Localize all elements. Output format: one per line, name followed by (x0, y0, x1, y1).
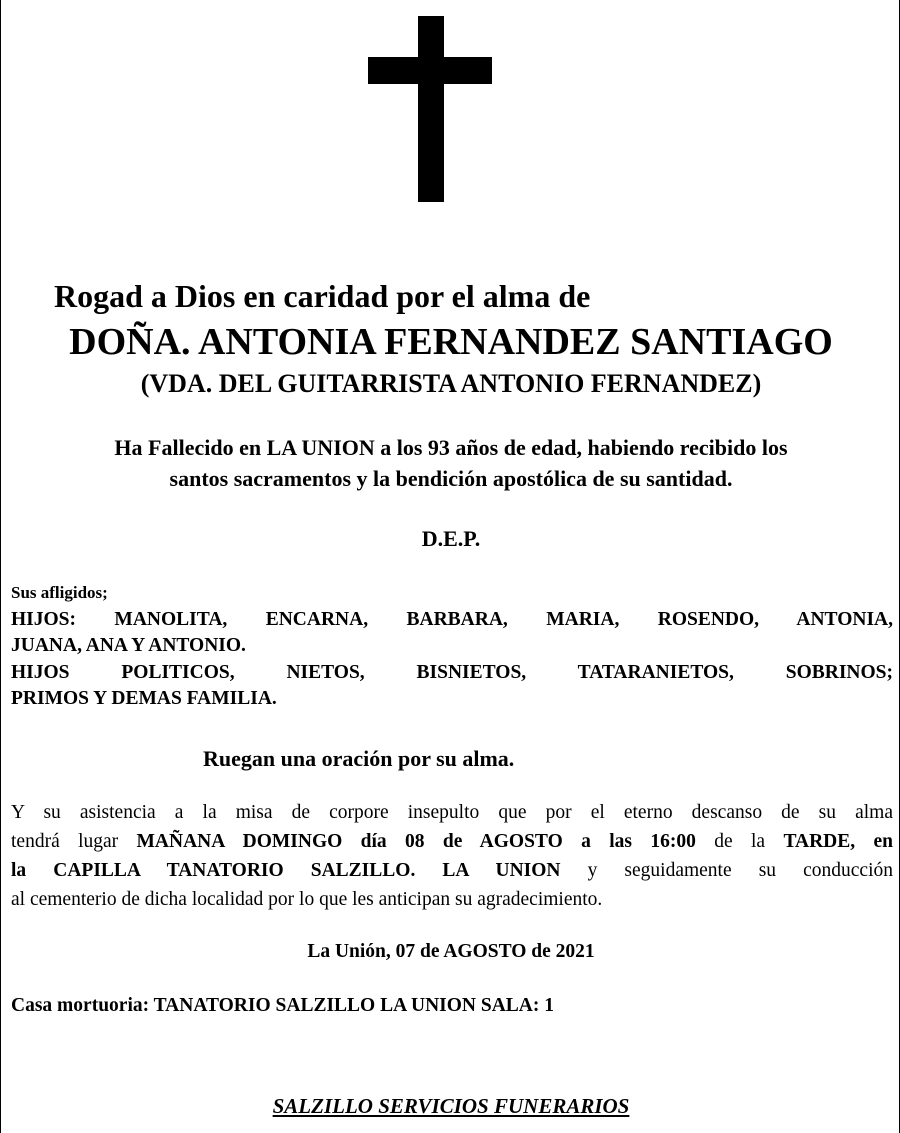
family-label: Sus afligidos; (11, 583, 108, 602)
cross-icon (368, 16, 492, 202)
death-notice-line-1: Ha Fallecido en LA UNION a los 93 años de edad, habiendo recibido los (114, 435, 788, 460)
notice-date: La Unión, 07 de AGOSTO de 2021 (307, 941, 595, 962)
deceased-name: DOÑA. ANTONIA FERNANDEZ SANTIAGO (69, 321, 833, 363)
mass-line: la CAPILLA TANATORIO SALZILLO. LA UNION y seguidamente su conducción (11, 860, 893, 881)
mass-paragraph (11, 798, 893, 914)
intro-text: Rogad a Dios en caridad por el alma de (54, 278, 591, 314)
family-block (11, 580, 893, 713)
dep-text: D.E.P. (421, 526, 481, 551)
deceased-subtitle: (VDA. DEL GUITARRISTA ANTONIO FERNANDEZ) (140, 369, 762, 398)
family-line: HIJOS POLITICOS, NIETOS, BISNIETOS, TATARANIETOS, SOBRINOS; (11, 661, 893, 683)
death-notice-line-2: santos sacramentos y la bendición apostólica de su santidad. (169, 466, 733, 491)
family-line: PRIMOS Y DEMAS FAMILIA. (11, 688, 277, 709)
funeral-home: Casa mortuoria: TANATORIO SALZILLO LA UNION SALA: 1 (11, 995, 555, 1016)
mass-line: Y su asistencia a la misa de corpore insepulto que por el eterno descanso de su alma (11, 802, 893, 823)
family-line: HIJOS: MANOLITA, ENCARNA, BARBARA, MARIA, ROSENDO, ANTONIA, (11, 608, 893, 630)
footer-company: SALZILLO SERVICIOS FUNERARIOS (272, 1094, 630, 1118)
family-line: JUANA, ANA Y ANTONIO. (11, 635, 246, 656)
mass-line: tendrá lugar MAÑANA DOMINGO día 08 de AGOSTO a las 16:00 de la TARDE, en (11, 831, 893, 852)
mass-line: al cementerio de dicha localidad por lo que les anticipan su agradecimiento. (11, 889, 603, 910)
prayer-request: Ruegan una oración por su alma. (203, 746, 515, 771)
